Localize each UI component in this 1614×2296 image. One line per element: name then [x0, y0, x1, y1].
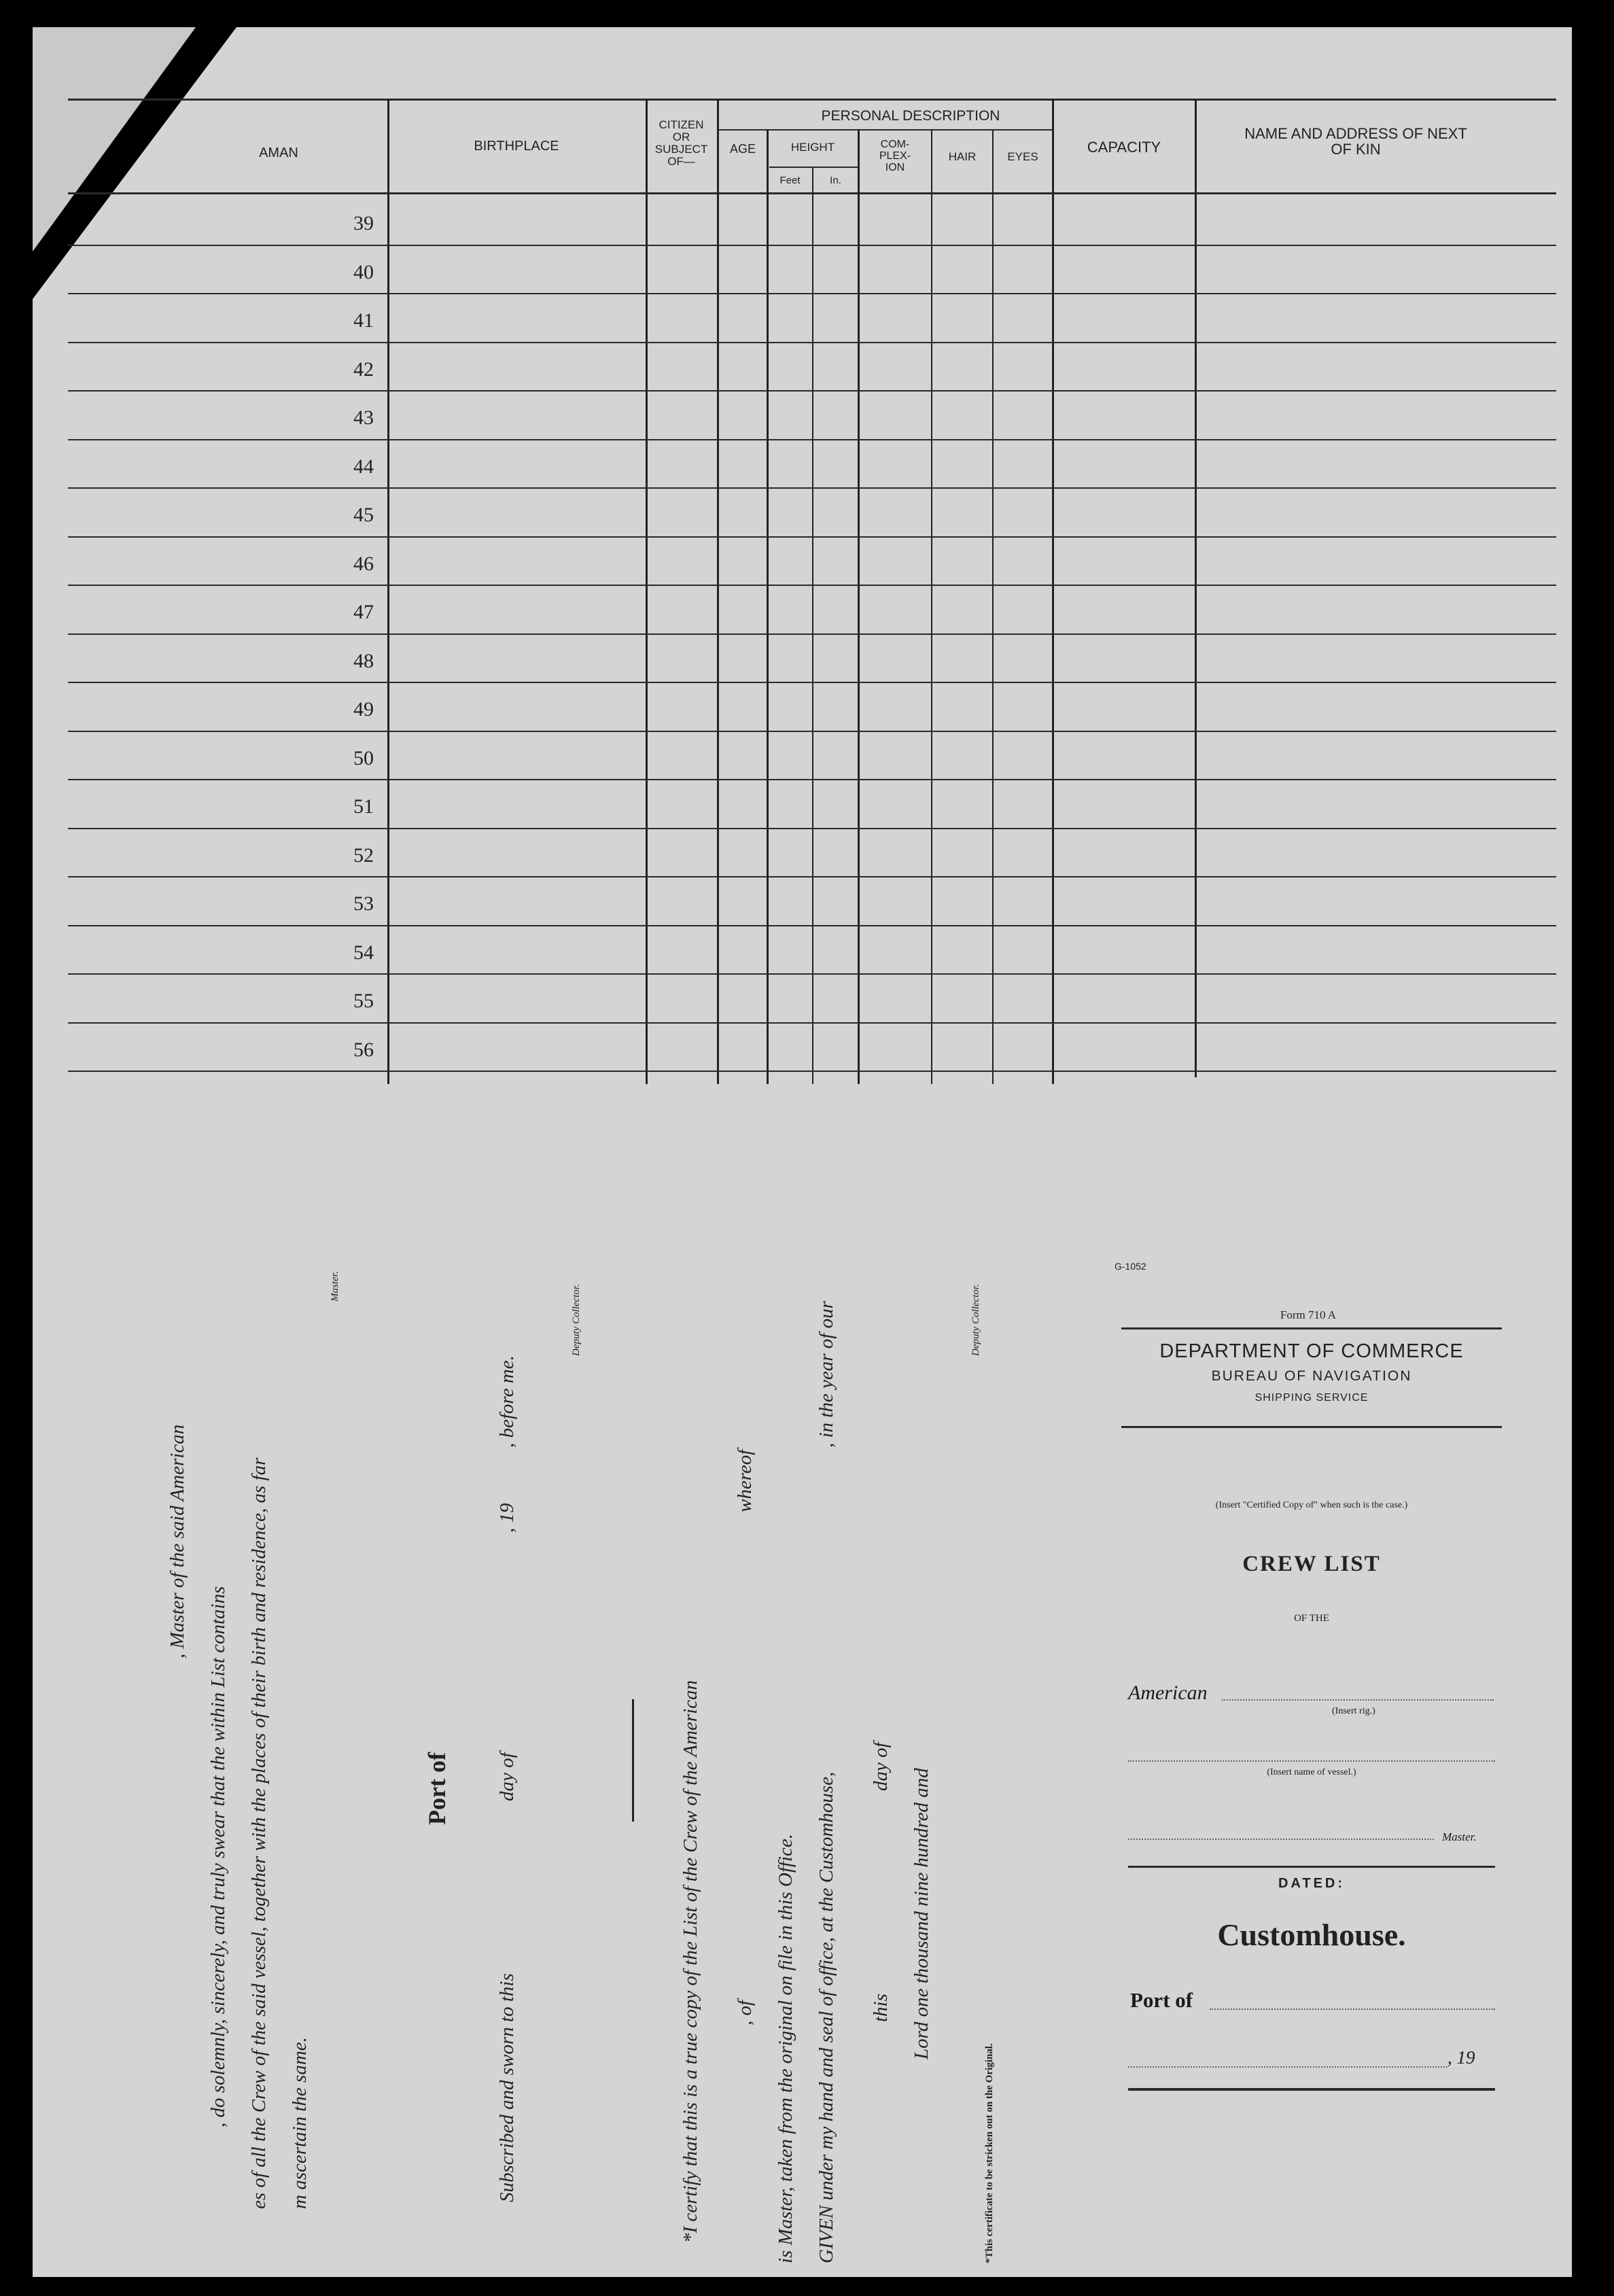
row-number: 56	[353, 1038, 374, 1061]
row-number: 49	[353, 698, 374, 720]
crew-list-title: CREW LIST	[1242, 1552, 1381, 1576]
table-row	[68, 1071, 1556, 1072]
certificate-line-4: GIVEN under my hand and seal of office, at the Customhouse,	[815, 1771, 837, 2263]
row-number: 48	[353, 649, 374, 672]
row-number: 50	[353, 746, 374, 769]
table-row	[68, 876, 1556, 877]
col-line-eyes	[992, 129, 994, 1084]
header-capacity: CAPACITY	[1087, 139, 1161, 156]
col-line-birthplace	[387, 99, 389, 1084]
table-row	[68, 1022, 1556, 1024]
col-line-capacity	[1052, 99, 1054, 1084]
row-number: 46	[353, 552, 374, 575]
certificate-line-2: , of	[734, 2000, 756, 2025]
oath-line-4: m ascertain the same.	[289, 2037, 311, 2209]
certificate-day-of: day of	[870, 1742, 892, 1791]
row-number: 55	[353, 990, 374, 1012]
table-row	[68, 682, 1556, 683]
form-number: Form 710 A	[1280, 1308, 1337, 1321]
insert-name-note: (Insert name of vessel.)	[1267, 1767, 1356, 1777]
table-row	[68, 245, 1556, 246]
certificate-line-1: *I certify that this is a true copy of the List of the Crew of the American	[680, 1680, 701, 2243]
oath-line-1: , Master of the said American	[166, 1424, 188, 1658]
certificate-whereof: whereof	[734, 1449, 756, 1512]
certificate-line-3: is Master, taken from the original on file in this Office.	[775, 1833, 796, 2263]
date-rule-bottom	[1128, 2088, 1495, 2091]
table-row	[68, 731, 1556, 732]
row-number: 54	[353, 941, 374, 964]
table-row	[68, 487, 1556, 489]
day-of-text: day of	[496, 1752, 518, 1801]
port-of-cover-label: Port of	[1130, 1988, 1193, 2012]
bureau-title: BUREAU OF NAVIGATION	[1211, 1368, 1412, 1384]
table-row	[68, 439, 1556, 440]
row-number: 45	[353, 504, 374, 526]
master-field[interactable]	[1128, 1839, 1434, 1840]
insert-certified-note: (Insert "Certified Copy of" when such is the case.)	[1215, 1500, 1408, 1510]
deputy-collector-2: Deputy Collector.	[970, 1284, 981, 1356]
american-label: American	[1128, 1682, 1208, 1704]
header-inches: In.	[830, 175, 841, 186]
dated-label: DATED:	[1278, 1876, 1346, 1891]
col-line-complexion	[858, 129, 860, 1084]
table-top-rule	[68, 99, 1556, 101]
row-number: 52	[353, 843, 374, 867]
separator-rule	[632, 1699, 634, 1822]
vessel-name-field[interactable]	[1128, 1760, 1495, 1762]
header-feet: Feet	[779, 175, 801, 186]
header-height: HEIGHT	[790, 141, 835, 154]
header-next-of-kin: NAME AND ADDRESS OF NEXT OF KIN	[1244, 125, 1467, 158]
certificate-line-5: this	[870, 1994, 892, 2022]
customhouse-title: Customhouse.	[1217, 1917, 1406, 1952]
table-row	[68, 779, 1556, 780]
row-number: 53	[353, 892, 374, 915]
header-age: AGE	[729, 142, 756, 156]
row-number: 47	[353, 601, 374, 623]
height-rule	[769, 167, 858, 168]
col-line-hair	[931, 129, 932, 1084]
header-personal-description: PERSONAL DESCRIPTION	[821, 108, 1000, 124]
certificate-footnote: *This certificate to be stricken out on the Original.	[984, 2043, 995, 2263]
table-row	[68, 633, 1556, 635]
col-line-feet	[767, 129, 769, 1084]
year-text: , 19	[496, 1503, 518, 1533]
row-number: 40	[353, 260, 374, 283]
form-rule-top	[1121, 1327, 1502, 1329]
table-row	[68, 536, 1556, 538]
header-complexion: COM- PLEX- ION	[879, 139, 911, 173]
oath-line-3: es of all the Crew of the said vessel, together with the places of their birth and residence, as far	[248, 1457, 270, 2209]
form-code: G-1052	[1115, 1261, 1146, 1272]
deputy-collector-1: Deputy Collector.	[571, 1284, 582, 1356]
table-row	[68, 973, 1556, 975]
col-line-citizen	[646, 99, 648, 1084]
insert-rig-note: (Insert rig.)	[1332, 1706, 1375, 1716]
department-title: DEPARTMENT OF COMMERCE	[1159, 1340, 1464, 1362]
of-the-text: OF THE	[1294, 1613, 1329, 1624]
row-number: 44	[353, 455, 374, 478]
rig-field[interactable]	[1222, 1699, 1494, 1701]
table-row	[68, 390, 1556, 392]
row-number: 41	[353, 309, 374, 332]
table-row	[68, 828, 1556, 829]
personal-description-rule	[719, 129, 1052, 131]
date-field[interactable]	[1128, 2066, 1448, 2068]
table-row	[68, 342, 1556, 343]
header-hair: HAIR	[948, 150, 977, 163]
before-me-text: , before me.	[496, 1355, 518, 1448]
table-row	[68, 293, 1556, 294]
header-birthplace: BIRTHPLACE	[474, 139, 559, 154]
col-line-age	[717, 99, 719, 1084]
row-number: 51	[353, 795, 374, 818]
row-number: 42	[353, 358, 374, 381]
header-citizen: CITIZEN OR SUBJECT OF—	[654, 118, 708, 168]
row-number: 43	[353, 406, 374, 429]
master-label-cover: Master.	[1442, 1830, 1477, 1843]
year-label-cover: , 19	[1448, 2047, 1475, 2068]
table-row	[68, 585, 1556, 586]
oath-line-2: , do solemnly, sincerely, and truly swear that the within List contains	[207, 1586, 229, 2127]
certificate-line-6: Lord one thousand nine hundred and	[911, 1768, 932, 2059]
subscribed-text: Subscribed and sworn to this	[496, 1973, 518, 2202]
row-number: 39	[353, 212, 374, 234]
port-field[interactable]	[1210, 2008, 1495, 2010]
folded-corner	[33, 27, 196, 251]
master-label: Master.	[330, 1271, 340, 1302]
dated-rule-top	[1128, 1866, 1495, 1868]
table-row	[68, 925, 1556, 926]
certificate-line-4b: , in the year of our	[815, 1301, 837, 1448]
col-line-inches	[812, 167, 813, 1084]
service-title: SHIPPING SERVICE	[1255, 1392, 1369, 1404]
port-of-label: Port of	[423, 1752, 451, 1825]
header-eyes: EYES	[1007, 150, 1038, 163]
form-rule-bottom	[1121, 1426, 1502, 1428]
header-seaman: AMAN	[259, 145, 298, 160]
